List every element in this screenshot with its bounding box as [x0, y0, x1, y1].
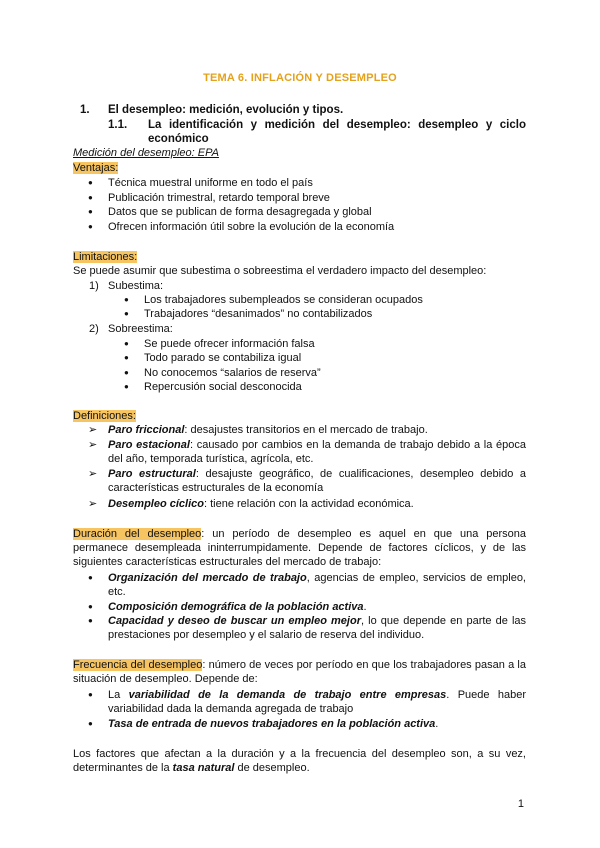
sobreestima-number: 2) — [89, 323, 99, 335]
section-1-number: 1. — [80, 104, 90, 116]
definiciones-label: Definiciones: — [73, 410, 136, 422]
closing-paragraph: Los factores que afectan a la duración y a la frecuencia del desempleo son, a su vez, determinantes de la tasa natural de desempleo. — [73, 748, 526, 774]
ventajas-item-2: ● Publicación trimestral, retardo temporal breve — [108, 191, 330, 205]
section-1-1-heading — [108, 118, 526, 146]
section-1-1-number: 1.1. — [108, 119, 128, 131]
sobreestima-label: Sobreestima: — [108, 323, 173, 335]
limitaciones-label: Limitaciones: — [73, 251, 138, 263]
limitaciones-intro: Se puede asumir que subestima o sobreestima el verdadero impacto del desempleo: — [73, 265, 487, 277]
section-1-heading — [80, 103, 343, 117]
definicion-friccional: ➢ Paro friccional: desajustes transitorios en el mercado de trabajo. — [108, 423, 526, 437]
ventajas-item-3: ● Datos que se publican de forma desagregada y global — [108, 205, 372, 219]
frecuencia-item-1: ● La variabilidad de la demanda de trabajo entre empresas. Puede haber variabilidad dada la demanda agregada de trabajo — [108, 688, 526, 716]
page-number: 1 — [517, 798, 524, 810]
frecuencia-item-2: ● Tasa de entrada de nuevos trabajadores en la población activa. — [108, 717, 526, 731]
frecuencia-label: Frecuencia del desempleo — [73, 659, 203, 671]
subestima-item-1: ● Los trabajadores subempleados se consideran ocupados — [144, 293, 423, 307]
ventajas-item-1: ● Técnica muestral uniforme en todo el país — [108, 176, 313, 190]
ventajas-item-4: ● Ofrecen información útil sobre la evolución de la economía — [108, 220, 394, 234]
section-1-1-line2: económico — [148, 133, 209, 145]
sobreestima-item-1: ● Se puede ofrecer información falsa — [144, 337, 315, 351]
duracion-item-2: ● Composición demográfica de la población activa. — [108, 600, 526, 614]
definicion-estructural: ➢ Paro estructural: desajuste geográfico, de cualificaciones, desempleo debido a características estructurales de la economía — [108, 467, 526, 495]
subestima-label: Subestima: — [108, 280, 164, 292]
document-title: TEMA 6. INFLACIÓN Y DESEMPLEO — [203, 72, 397, 84]
sobreestima-item-4: ● Repercusión social desconocida — [144, 380, 302, 394]
term-paro-friccional: Paro friccional — [108, 424, 185, 436]
sobreestima-item-2: ● Todo parado se contabiliza igual — [144, 351, 301, 365]
term-desempleo-ciclico: Desempleo cíclico — [108, 498, 204, 510]
duracion-item-1: ● Organización del mercado de trabajo, agencias de empleo, servicios de empleo, etc. — [108, 571, 526, 599]
duracion-label: Duración del desempleo — [73, 528, 202, 540]
term-paro-estructural: Paro estructural — [108, 468, 196, 480]
term-tasa-natural: tasa natural — [172, 762, 235, 774]
subestima-number: 1) — [89, 280, 99, 292]
subestima-item-2: ● Trabajadores “desanimados” no contabilizados — [144, 307, 372, 321]
section-1-1-line1: La identificación y medición del desempleo: desempleo y ciclo — [148, 119, 526, 131]
frecuencia-paragraph: Frecuencia del desempleo: número de veces por período en que los trabajadores pasan a la situación de desempleo. Depende de: — [73, 659, 526, 685]
subheading-epa: Medición del desempleo: EPA — [73, 147, 219, 159]
definicion-estacional: ➢ Paro estacional: causado por cambios en la demanda de trabajo debido a la época del año, temporada turística, agrícola, etc. — [108, 438, 526, 466]
sobreestima-item-3: ● No conocemos “salarios de reserva” — [144, 366, 321, 380]
duracion-item-3: ● Capacidad y deseo de buscar un empleo mejor, lo que depende en parte de las prestaciones por desempleo y el salario de reserva del individuo. — [108, 614, 526, 642]
ventajas-label: Ventajas: — [73, 162, 119, 174]
definicion-ciclico: ➢ Desempleo cíclico: tiene relación con la actividad económica. — [108, 497, 526, 511]
duracion-paragraph: Duración del desempleo: un período de desempleo es aquel en que una persona permanece desempleada ininterrumpidamente. Depende de factores cíclicos, y de las siguientes características estructurales del mercado de trabajo: — [73, 528, 526, 568]
term-paro-estacional: Paro estacional — [108, 439, 190, 451]
section-1-text: El desempleo: medición, evolución y tipos. — [108, 104, 344, 116]
